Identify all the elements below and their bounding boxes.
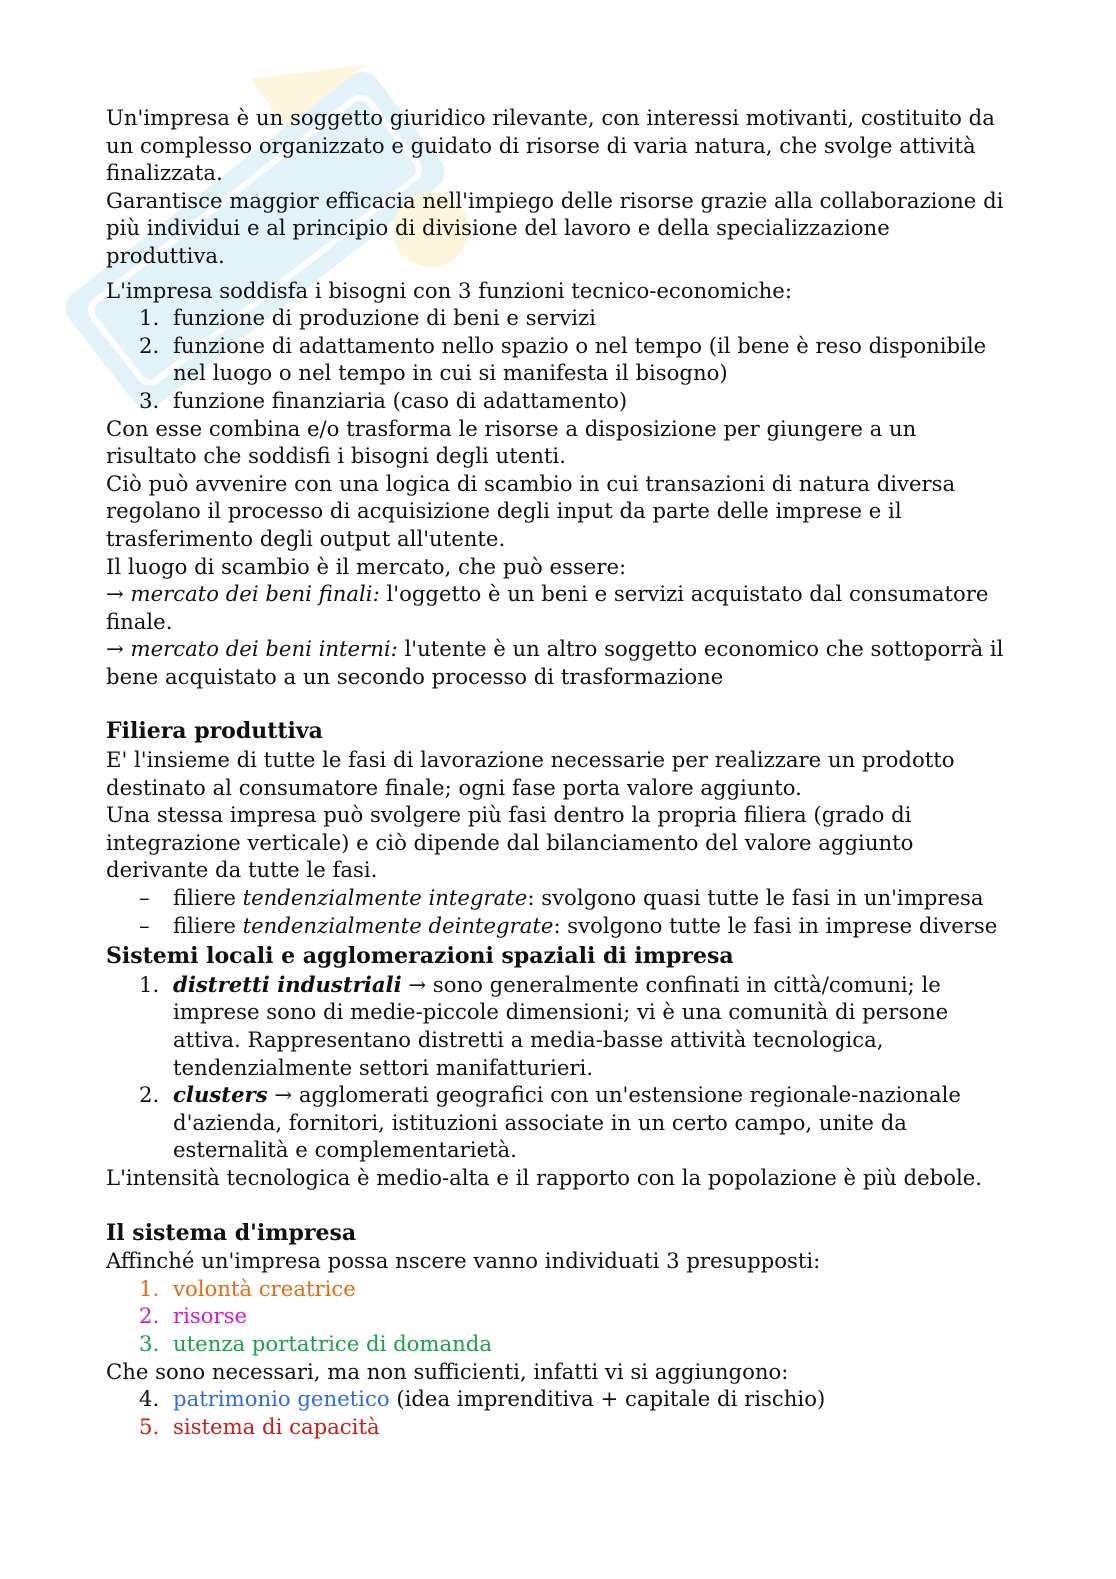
prerequisite-number: 2. xyxy=(139,1303,160,1329)
document-page xyxy=(106,104,1006,1440)
dash-bullet: – xyxy=(139,885,150,911)
section-heading-sistemi: Sistemi locali e agglomerazioni spaziali di impresa xyxy=(106,943,734,970)
additional-text: (idea imprenditiva + capitale di rischio) xyxy=(389,1386,826,1412)
additional-number: 4. xyxy=(139,1386,160,1412)
function-item xyxy=(106,387,1006,415)
filiera-item xyxy=(106,884,1006,912)
function-text: funzione di adattamento nello spazio o nel tempo (il bene è reso disponibile nel luogo o nel tempo in cui si manifesta il bisogno) xyxy=(173,332,987,386)
intro-paragraph-5: Ciò può avvenire con una logica di scambio in cui transazioni di natura diversa regolano il processo di acquisizione degli input da parte delle imprese e il trasferimento degli output all'utente. xyxy=(106,470,956,551)
prerequisite-item xyxy=(106,1275,1006,1303)
filiera-item-term: tendenzialmente integrate xyxy=(242,885,528,911)
intro-paragraph-1: Un'impresa è un soggetto giuridico rilevante, con interessi motivanti, costituito da un complesso organizzato e guidato di risorse di varia natura, che svolge attività finalizzata. xyxy=(106,105,995,186)
filiera-paragraph-1: E' l'insieme di tutte le fasi di lavorazione necessarie per realizzare un prodotto destinato al consumatore finale; ogni fase porta valore aggiunto. xyxy=(106,747,955,800)
dash-bullet: – xyxy=(139,912,150,938)
filiera-item-pre: filiere xyxy=(173,885,243,911)
filiera-item-pre: filiere xyxy=(173,912,243,938)
market-final-goods-text: l'oggetto è un beni e servizi acquistato dal consumatore finale. xyxy=(106,581,989,634)
prerequisite-number: 1. xyxy=(139,1275,160,1301)
function-number: 2. xyxy=(139,332,160,358)
sistema-impresa-paragraph-1: Affinché un'impresa possa nscere vanno individuati 3 presupposti: xyxy=(106,1248,821,1274)
prerequisite-item xyxy=(106,1330,1006,1358)
sistemi-term: clusters xyxy=(173,1082,268,1108)
section-heading-sistema-impresa: Il sistema d'impresa xyxy=(106,1219,357,1246)
function-text: funzione di produzione di beni e servizi xyxy=(173,305,596,331)
market-final-goods xyxy=(106,580,1006,635)
function-text: funzione finanziaria (caso di adattamento) xyxy=(173,387,628,413)
additional-number: 5. xyxy=(139,1413,160,1439)
sistemi-number: 2. xyxy=(139,1082,160,1108)
sistemi-text: → sono generalmente confinati in città/comuni; le imprese sono di medie-piccole dimensioni; vi è una comunità di persone attiva. Rappresentano distretti a media-basse attività tecnologica, tendenzialmente settori manifatturieri. xyxy=(173,971,949,1080)
prerequisite-item xyxy=(106,1302,1006,1330)
prerequisite-number: 3. xyxy=(139,1330,160,1356)
function-number: 3. xyxy=(139,387,160,413)
section-heading-filiera: Filiera produttiva xyxy=(106,718,323,745)
sistemi-item xyxy=(106,1081,1006,1164)
sistemi-text: → agglomerati geografici con un'estensione regionale-nazionale d'azienda, fornitori, istituzioni associate in un certo campo, unite da esternalità e complementarietà. xyxy=(173,1082,961,1163)
additional-item xyxy=(106,1385,1006,1413)
filiera-item-post: : svolgono tutte le fasi in imprese diverse xyxy=(553,912,998,938)
market-internal-goods xyxy=(106,635,1006,690)
market-internal-goods-term: → mercato dei beni interni: xyxy=(106,636,398,662)
filiera-item-term: tendenzialmente deintegrate xyxy=(242,912,554,938)
intro-paragraph-2: Garantisce maggior efficacia nell'impiego delle risorse grazie alla collaborazione di più individui e al principio di divisione del lavoro e della specializzazione produttiva. xyxy=(106,187,1004,268)
additional-item xyxy=(106,1413,1006,1441)
market-internal-goods-text: l'utente è un altro soggetto economico che sottoporrà il bene acquistato a un secondo processo di trasformazione xyxy=(106,636,1004,689)
prerequisite-text: volontà creatrice xyxy=(173,1275,356,1301)
filiera-item xyxy=(106,912,1006,940)
filiera-paragraph-2: Una stessa impresa può svolgere più fasi dentro la propria filiera (grado di integrazione verticale) e ciò dipende dal bilanciamento del valore aggiunto derivante da tutte le fasi. xyxy=(106,802,914,883)
additional-term: sistema di capacità xyxy=(173,1413,380,1439)
additional-term: patrimonio genetico xyxy=(173,1386,390,1412)
market-final-goods-term: → mercato dei beni finali: xyxy=(106,581,380,607)
intro-paragraph-3: L'impresa soddisfa i bisogni con 3 funzioni tecnico-economiche: xyxy=(106,277,792,303)
filiera-item-post: : svolgono quasi tutte le fasi in un'impresa xyxy=(527,885,984,911)
sistemi-item xyxy=(106,971,1006,1081)
intro-paragraph-6: Il luogo di scambio è il mercato, che può essere: xyxy=(106,553,627,579)
function-item xyxy=(106,304,1006,332)
sistemi-number: 1. xyxy=(139,971,160,997)
sistema-impresa-paragraph-2: Che sono necessari, ma non sufficienti, infatti vi si aggiungono: xyxy=(106,1358,789,1384)
sistemi-paragraph: L'intensità tecnologica è medio-alta e il rapporto con la popolazione è più debole. xyxy=(106,1164,983,1190)
prerequisite-text: utenza portatrice di domanda xyxy=(173,1330,492,1356)
function-item xyxy=(106,332,1006,387)
intro-paragraph-4: Con esse combina e/o trasforma le risorse a disposizione per giungere a un risultato che soddisfi i bisogni degli utenti. xyxy=(106,415,917,469)
sistemi-term: distretti industriali xyxy=(173,971,402,997)
function-number: 1. xyxy=(139,305,160,331)
prerequisite-text: risorse xyxy=(173,1303,248,1329)
